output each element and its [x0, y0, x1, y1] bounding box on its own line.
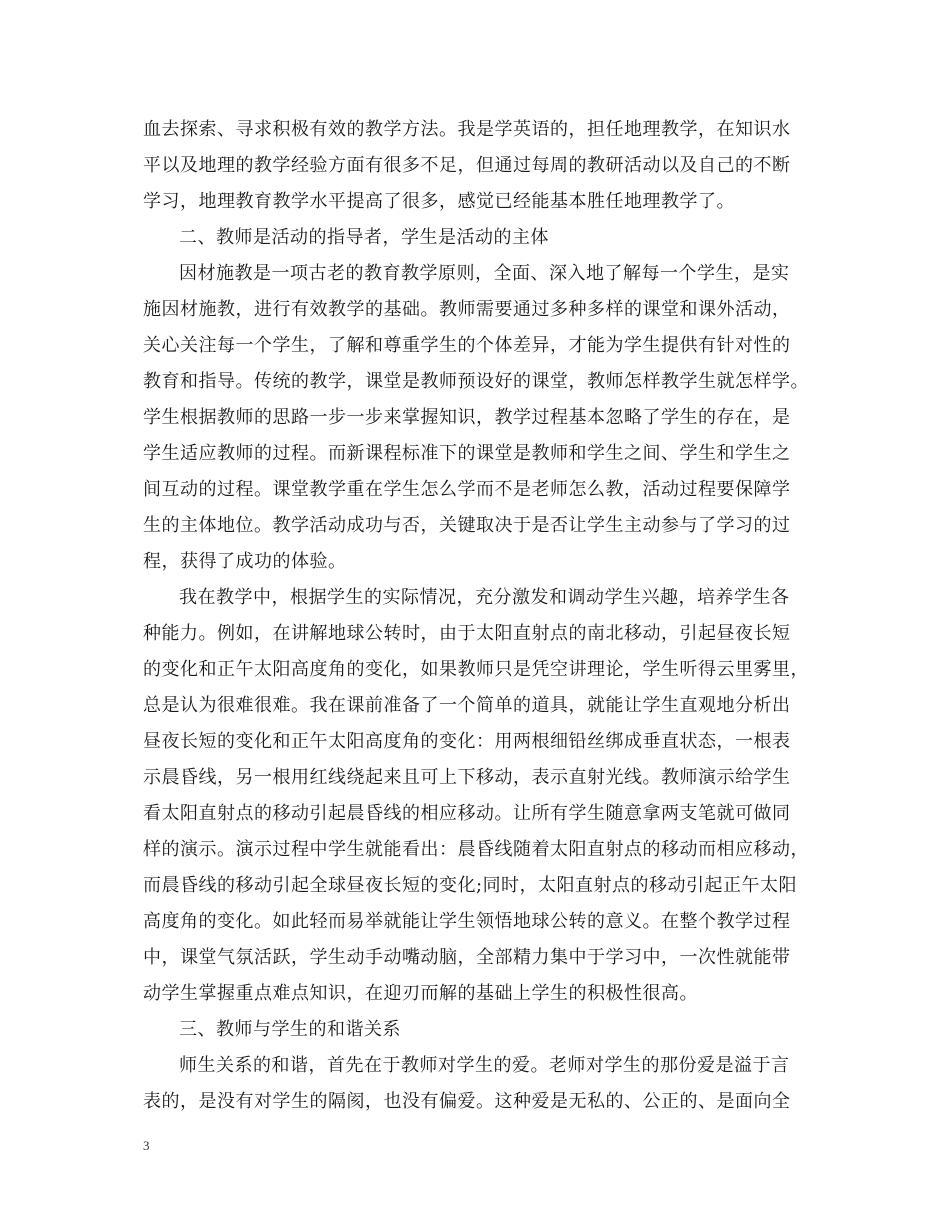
text-line: 表的，是没有对学生的隔阂，也没有偏爱。这种爱是无私的、公正的、是面向全 [143, 1091, 791, 1112]
text-line: 血去探索、寻求积极有效的教学方法。我是学英语的，担任地理教学，在知识水 [143, 119, 791, 140]
text-line: 种能力。例如，在讲解地球公转时，由于太阳直射点的南北移动，引起昼夜长短 [143, 623, 791, 644]
text-line: 我在教学中，根据学生的实际情况，充分激发和调动学生兴趣，培养学生各 [179, 587, 790, 608]
text-line: 昼夜长短的变化和正午太阳高度角的变化：用两根细铅丝绑成垂直状态，一根表 [143, 731, 791, 752]
text-line: 程，获得了成功的体验。 [143, 551, 347, 572]
text-line: 间互动的过程。课堂教学重在学生怎么学而不是老师怎么教，活动过程要保障学 [143, 479, 791, 500]
text-line: 学习，地理教育教学水平提高了很多，感觉已经能基本胜任地理教学了。 [143, 191, 735, 212]
text-line: 生的主体地位。教学活动成功与否，关键取决于是否让学生主动参与了学习的过 [143, 515, 791, 536]
text-line: 看太阳直射点的移动引起晨昏线的相应移动。让所有学生随意拿两支笔就可做同 [143, 803, 791, 824]
text-line: 总是认为很难很难。我在课前准备了一个简单的道具，就能让学生直观地分析出 [143, 695, 791, 716]
page-number: 3 [143, 1138, 150, 1153]
text-line: 学生适应教师的过程。而新课程标准下的课堂是教师和学生之间、学生和学生之 [143, 443, 791, 464]
text-line: 因材施教是一项古老的教育教学原则，全面、深入地了解每一个学生，是实 [179, 263, 790, 284]
text-line: 关心关注每一个学生，了解和尊重学生的个体差异，才能为学生提供有针对性的 [143, 335, 791, 356]
document-body [143, 112, 823, 1120]
text-line: 二、教师是活动的指导者，学生是活动的主体 [179, 227, 549, 248]
text-line: 中，课堂气氛活跃，学生动手动嘴动脑，全部精力集中于学习中，一次性就能带 [143, 947, 791, 968]
text-line: 样的演示。演示过程中学生就能看出：晨昏线随着太阳直射点的移动而相应移动， [143, 839, 809, 860]
text-line: 教育和指导。传统的教学，课堂是教师预设好的课堂，教师怎样教学生就怎样学。 [143, 371, 809, 392]
text-line: 学生根据教师的思路一步一步来掌握知识，教学过程基本忽略了学生的存在，是 [143, 407, 791, 428]
text-line: 平以及地理的教学经验方面有很多不足，但通过每周的教研活动以及自己的不断 [143, 155, 791, 176]
text-line: 而晨昏线的移动引起全球昼夜长短的变化;同时，太阳直射点的移动引起正午太阳 [143, 875, 798, 896]
text-line: 动学生掌握重点难点知识，在迎刃而解的基础上学生的积极性很高。 [143, 983, 698, 1004]
text-line: 师生关系的和谐，首先在于教师对学生的爱。老师对学生的那份爱是溢于言 [179, 1055, 790, 1076]
text-line: 高度角的变化。如此轻而易举就能让学生领悟地球公转的意义。在整个教学过程 [143, 911, 791, 932]
text-line: 的变化和正午太阳高度角的变化，如果教师只是凭空讲理论，学生听得云里雾里， [143, 659, 809, 680]
text-line: 三、教师与学生的和谐关系 [179, 1019, 401, 1040]
text-line: 示晨昏线，另一根用红线绕起来且可上下移动，表示直射光线。教师演示给学生 [143, 767, 791, 788]
text-line: 施因材施教，进行有效教学的基础。教师需要通过多种多样的课堂和课外活动， [143, 299, 791, 320]
